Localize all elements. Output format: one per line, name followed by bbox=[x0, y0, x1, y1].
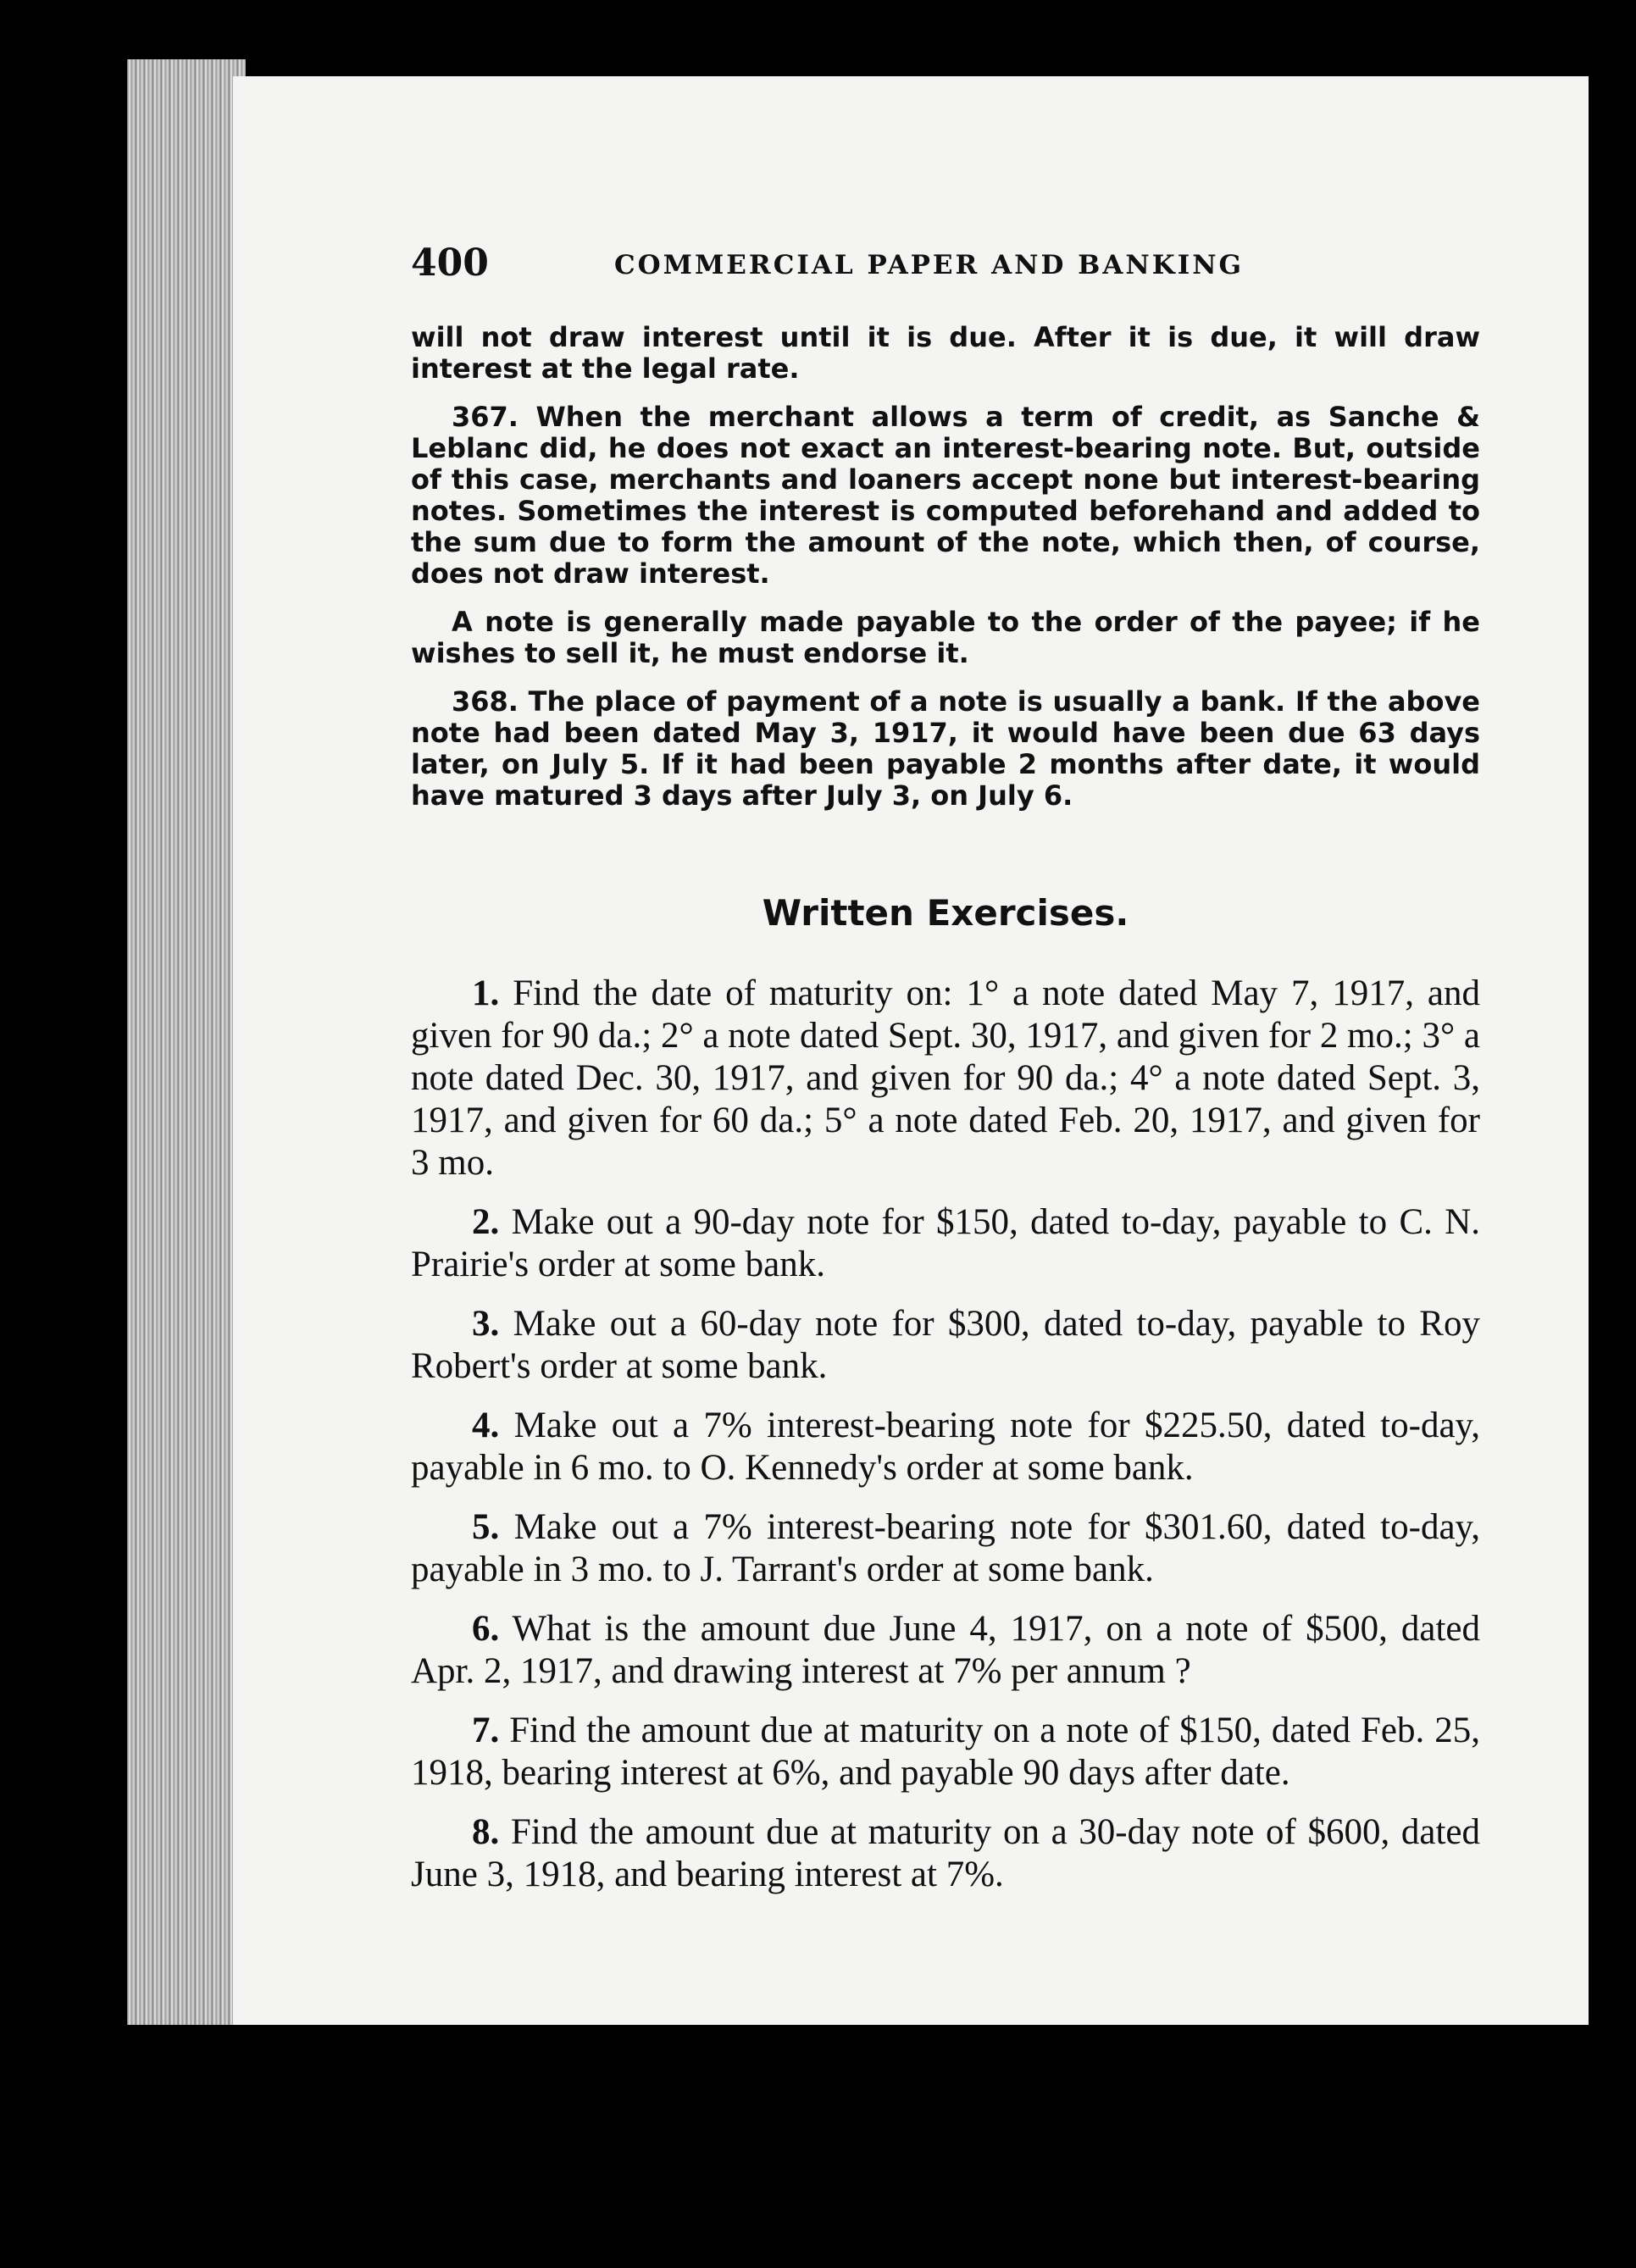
paragraph-368: 368. The place of payment of a note is usually a bank. If the above note had been dated May 3, 1917, it would have been due 63 days later, on July 5. If it had been payable 2 months after date, it would have matured 3 days after July 3, on July 6. bbox=[411, 685, 1480, 812]
exercise-text: Find the amount due at maturity on a note of $150, dated Feb. 25, 1918, bearing interest at 6%, and payable 90 days after date. bbox=[411, 1711, 1480, 1793]
exercise-number: 4. bbox=[472, 1406, 500, 1445]
exercise-item bbox=[411, 1506, 1480, 1591]
exercise-number: 6. bbox=[472, 1609, 500, 1649]
exercise-text: Make out a 7% interest-bearing note for $225.50, dated to-day, payable in 6 mo. to O. Kennedy's order at some bank. bbox=[411, 1406, 1480, 1488]
footer-mark: s bbox=[379, 2077, 390, 2099]
paragraph-367: 367. When the merchant allows a term of credit, as Sanche & Leblanc did, he does not exact an interest-bearing note. But, outside of this case, merchants and loaners accept none but interest-bearing notes. Sometimes the interest is computed beforehand and added to the sum due to form the amount of the note, which then, of course, does not draw interest. bbox=[411, 401, 1480, 590]
exercise-text: Make out a 90-day note for $150, dated to-day, payable to C. N. Prairie's order at some bank. bbox=[411, 1202, 1481, 1284]
exercise-item bbox=[411, 1405, 1480, 1489]
exercise-text: Find the date of maturity on: 1° a note dated May 7, 1917, and given for 90 da.; 2° a note dated Sept. 30, 1917, and given for 2 mo.; 3° a note dated Dec. 30, 1917, and given for 90 da.; 4° a note dated Sept. 3, 1917, and given for 60 da.; 5° a note dated Feb. 20, 1917, and given for 3 mo. bbox=[411, 973, 1481, 1183]
exercise-item bbox=[411, 1201, 1480, 1286]
exercise-item bbox=[411, 1608, 1480, 1693]
exercise-item bbox=[411, 1811, 1480, 1896]
body-text bbox=[411, 322, 1480, 829]
exercise-text: Make out a 60-day note for $300, dated to-day, payable to Roy Robert's order at some bank. bbox=[411, 1304, 1480, 1386]
page-edges bbox=[127, 59, 246, 2025]
section-heading: Written Exercises. bbox=[762, 892, 1129, 934]
exercise-number: 7. bbox=[472, 1711, 500, 1750]
running-title: COMMERCIAL PAPER AND BANKING bbox=[614, 250, 1245, 280]
exercise-item bbox=[411, 1303, 1480, 1388]
exercise-number: 5. bbox=[472, 1507, 500, 1547]
exercise-item bbox=[411, 1710, 1480, 1794]
running-head bbox=[411, 241, 1512, 292]
book-page bbox=[233, 76, 1589, 2025]
exercise-item bbox=[411, 973, 1480, 1184]
page-number: 400 bbox=[411, 241, 489, 285]
exercise-text: Make out a 7% interest-bearing note for $301.60, dated to-day, payable in 3 mo. to J. Tarrant's order at some bank. bbox=[411, 1507, 1480, 1589]
exercise-text: What is the amount due June 4, 1917, on a note of $500, dated Apr. 2, 1917, and drawing interest at 7% per annum ? bbox=[411, 1609, 1480, 1691]
exercise-list bbox=[411, 973, 1480, 1913]
exercise-text: Find the amount due at maturity on a 30-day note of $600, dated June 3, 1918, and bearing interest at 7%. bbox=[411, 1812, 1480, 1894]
exercise-number: 2. bbox=[472, 1202, 500, 1242]
paragraph-continuation: will not draw interest until it is due. After it is due, it will draw interest at the legal rate. bbox=[411, 321, 1480, 385]
exercise-number: 8. bbox=[472, 1812, 500, 1852]
exercise-number: 3. bbox=[472, 1304, 500, 1344]
paragraph-payee: A note is generally made payable to the order of the payee; if he wishes to sell it, he must endorse it. bbox=[411, 606, 1480, 669]
exercise-number: 1. bbox=[472, 973, 500, 1013]
